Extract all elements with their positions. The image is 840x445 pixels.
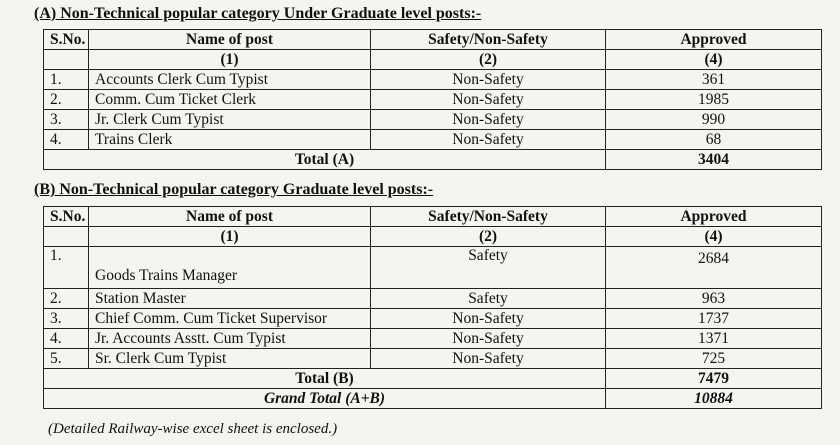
row-name: Goods Trains Manager (89, 247, 371, 289)
table-row (44, 90, 822, 110)
header-approved: Approved (606, 207, 822, 227)
table-row (44, 309, 822, 329)
row-safety: Non-Safety (371, 90, 606, 110)
table-row (44, 70, 822, 90)
row-approved: 963 (606, 289, 822, 309)
table-row (44, 247, 822, 289)
row-approved: 2684 (606, 247, 822, 289)
header-safety: Safety/Non-Safety (371, 30, 606, 50)
grand-total-label: Grand Total (A+B) (44, 389, 606, 409)
table-row (44, 110, 822, 130)
subheader-name: (1) (89, 227, 371, 247)
table-row (44, 349, 822, 369)
row-sno: 1. (44, 247, 89, 289)
row-safety: Non-Safety (371, 70, 606, 90)
row-name: Sr. Clerk Cum Typist (89, 349, 371, 369)
row-sno: 4. (44, 130, 89, 150)
header-sno: S.No. (44, 207, 89, 227)
grand-total-value: 10884 (606, 389, 822, 409)
table-section-b (43, 206, 822, 409)
row-name: Jr. Accounts Asstt. Cum Typist (89, 329, 371, 349)
row-approved: 68 (606, 130, 822, 150)
table-row (44, 130, 822, 150)
row-sno: 2. (44, 90, 89, 110)
subheader-safety: (2) (371, 227, 606, 247)
subheader-approved: (4) (606, 227, 822, 247)
row-sno: 4. (44, 329, 89, 349)
header-name: Name of post (89, 207, 371, 227)
total-label: Total (A) (44, 150, 606, 170)
section-a-heading: (A) Non-Technical popular category Under Graduate level posts:- (34, 5, 482, 22)
subheader-name: (1) (89, 50, 371, 70)
row-safety: Non-Safety (371, 329, 606, 349)
table-row (44, 289, 822, 309)
total-row (44, 369, 822, 389)
row-sno: 1. (44, 70, 89, 90)
row-approved: 1985 (606, 90, 822, 110)
total-label: Total (B) (44, 369, 606, 389)
subheader-safety: (2) (371, 50, 606, 70)
row-name: Chief Comm. Cum Ticket Supervisor (89, 309, 371, 329)
row-safety: Safety (371, 247, 606, 289)
row-sno: 3. (44, 110, 89, 130)
row-safety: Non-Safety (371, 309, 606, 329)
header-sno: S.No. (44, 30, 89, 50)
row-name: Station Master (89, 289, 371, 309)
row-approved: 1737 (606, 309, 822, 329)
total-value: 3404 (606, 150, 822, 170)
row-safety: Non-Safety (371, 130, 606, 150)
header-safety: Safety/Non-Safety (371, 207, 606, 227)
table-subheader-row (44, 227, 822, 247)
table-section-a (43, 29, 822, 170)
header-name: Name of post (89, 30, 371, 50)
row-name: Jr. Clerk Cum Typist (89, 110, 371, 130)
subheader-sno (44, 50, 89, 70)
row-sno: 5. (44, 349, 89, 369)
total-value: 7479 (606, 369, 822, 389)
row-safety: Safety (371, 289, 606, 309)
row-approved: 990 (606, 110, 822, 130)
row-approved: 725 (606, 349, 822, 369)
row-sno: 2. (44, 289, 89, 309)
footnote: (Detailed Railway-wise excel sheet is enclosed.) (48, 421, 338, 437)
row-name: Accounts Clerk Cum Typist (89, 70, 371, 90)
row-sno: 3. (44, 309, 89, 329)
subheader-approved: (4) (606, 50, 822, 70)
table-header-row (44, 207, 822, 227)
row-approved: 361 (606, 70, 822, 90)
row-approved: 1371 (606, 329, 822, 349)
row-safety: Non-Safety (371, 349, 606, 369)
grand-total-row (44, 389, 822, 409)
table-header-row (44, 30, 822, 50)
subheader-sno (44, 227, 89, 247)
row-name: Trains Clerk (89, 130, 371, 150)
total-row (44, 150, 822, 170)
row-safety: Non-Safety (371, 110, 606, 130)
row-name: Comm. Cum Ticket Clerk (89, 90, 371, 110)
header-approved: Approved (606, 30, 822, 50)
table-row (44, 329, 822, 349)
section-b-heading: (B) Non-Technical popular category Graduate level posts:- (34, 181, 434, 198)
table-subheader-row (44, 50, 822, 70)
